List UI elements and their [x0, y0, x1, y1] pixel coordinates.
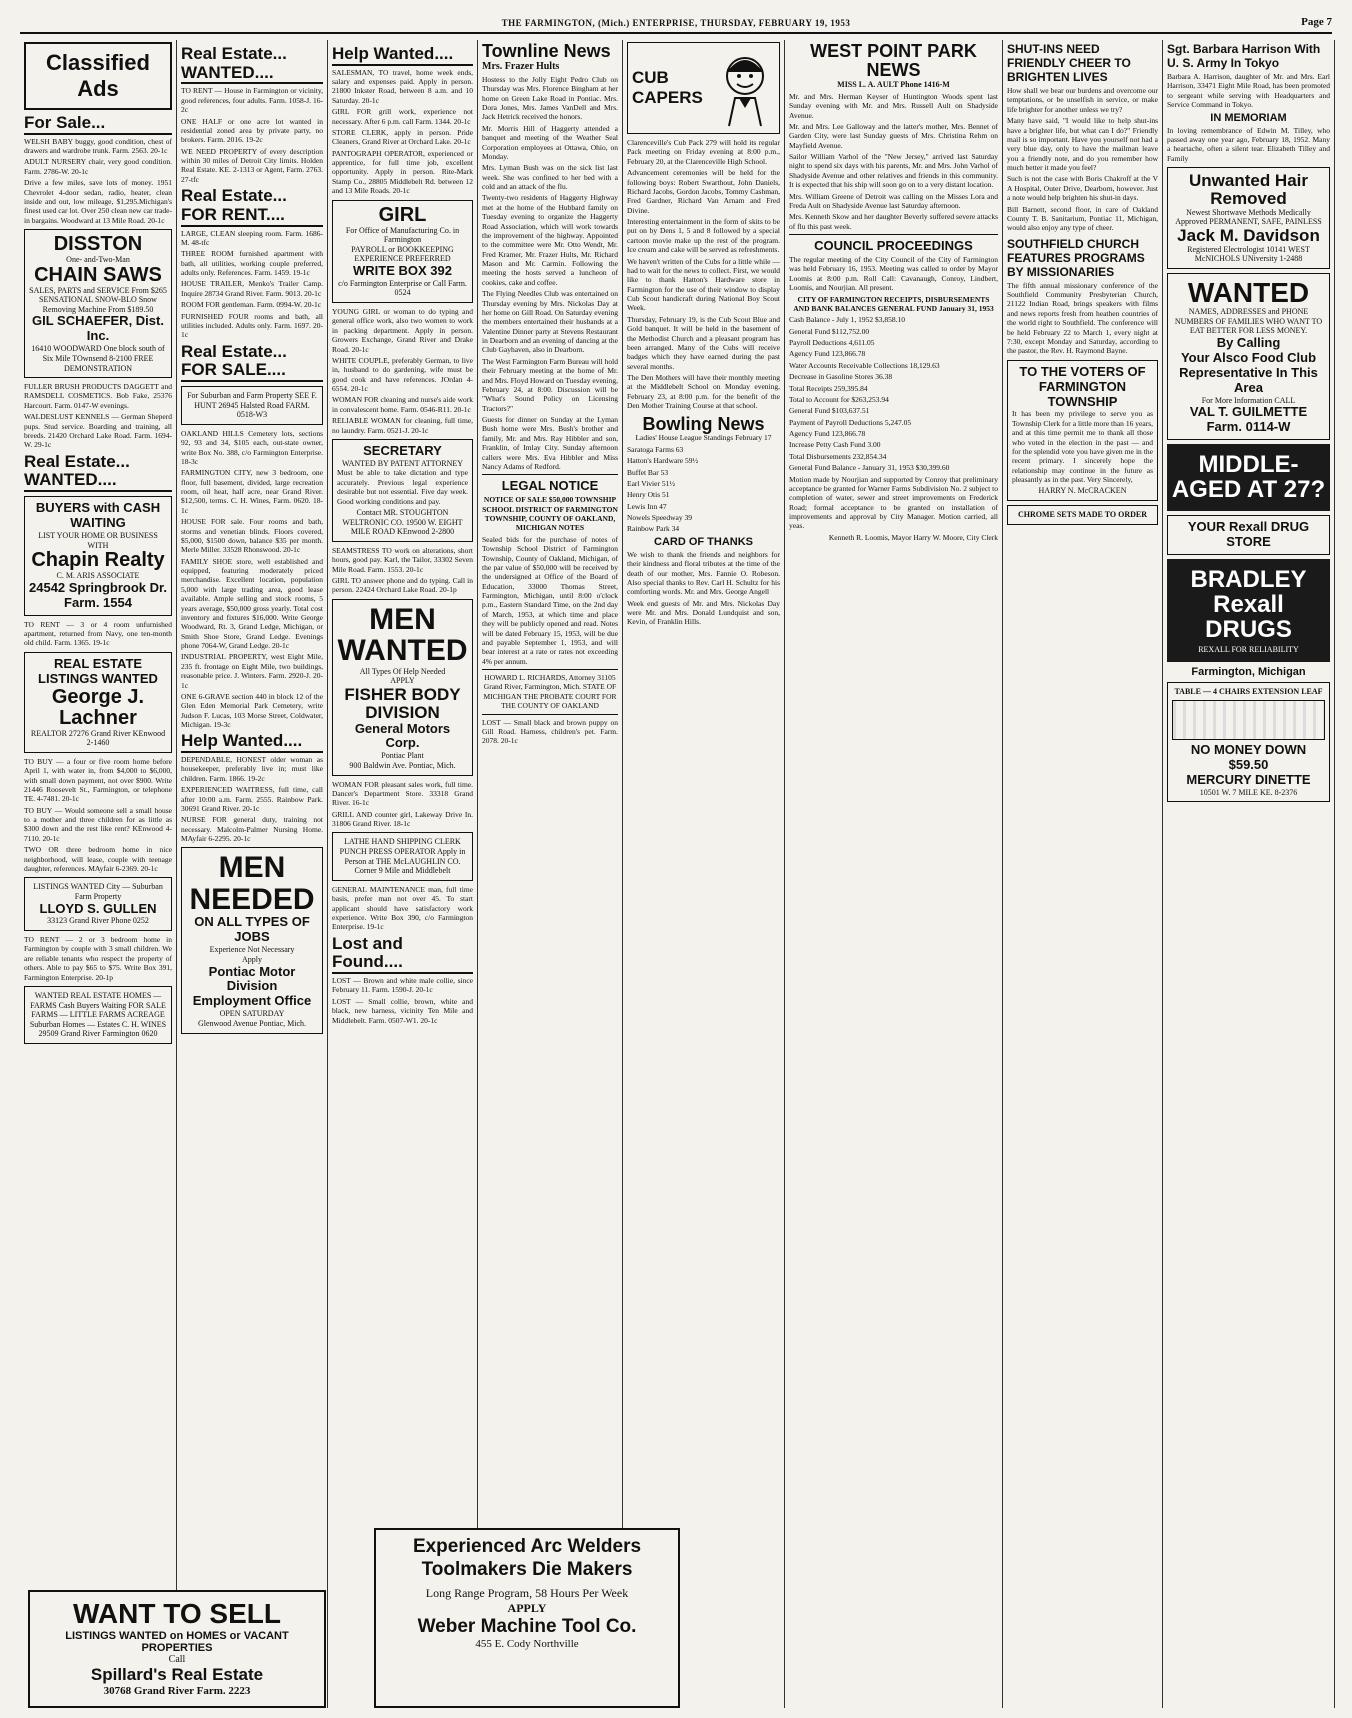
wanted-title: WANTED [1187, 276, 1310, 308]
your-rexall: YOUR Rexall DRUG STORE [1187, 518, 1310, 549]
receipts-heading: CITY OF FARMINGTON RECEIPTS, DISBURSEMENTS AND BANK BALANCES GENERAL FUND January 31, 1953 [793, 294, 994, 313]
ad-text: WE NEED PROPERTY of every description within 30 miles of Detroit City limits. Holden Real Estate. KE. 2-1313 or Agent, Farm. 2763. 27-tfc [181, 146, 323, 184]
ad-text: TO RENT — House in Farmington or vicinity, good references, four adults. Farm. 1058-J. 16-2c [181, 86, 323, 115]
council-body: The regular meeting of the City Council of the City of Farmington was held February 16, 1953. Meeting was called to order by Mayor Loomis at 8:00 p.m. Roll Call: Cavanaugh, Conroy, Lindbert, Loomis, and Nourjian. All present. [789, 255, 998, 293]
masthead [20, 14, 1332, 34]
article-paragraph: Mr. and Mrs. Herman Keyser of Huntington Woods spent last Sunday evening with Mr. and Mrs. Russell Ault on Shadyside Avenue. [789, 91, 998, 120]
classified-ads-banner: Classified Ads [24, 42, 172, 110]
mercury-dinette: MERCURY DINETTE [1186, 771, 1311, 787]
west-point-byline: MISS L. A. AULT Phone 1416-M [837, 79, 950, 89]
real-estate-sale-heading: Real Estate... FOR SALE.... [181, 343, 323, 382]
receipts-row: Decrease in Gasoline Stores 36.38 [789, 372, 893, 382]
welders-list: Experienced Arc Welders Toolmakers Die Makers [412, 1536, 642, 1580]
unwanted-hair: Unwanted Hair Removed [1188, 171, 1309, 208]
listings-wanted: REAL ESTATE LISTINGS WANTED [38, 655, 158, 686]
apply-label: Apply [242, 954, 262, 964]
receipts-row: Total Disbursements 232,854.34 [789, 451, 887, 461]
disston-title: DISSTON [53, 233, 143, 256]
gullen-name: LLOYD S. GULLEN [39, 900, 157, 916]
chrome-sets: CHROME SETS MADE TO ORDER [1017, 510, 1148, 520]
wines-text: WANTED REAL ESTATE HOMES — FARMS Cash Buyers Waiting FOR SALE FARMS — LITTLE FARMS ACREAGE Suburban Homes — Estates C. H. WINES 29509 Grand River Farmington 0620 [29, 990, 167, 1039]
ad-text: TO BUY — Would someone sell a small house to a mother and three children for as little as $300 down and the rest like rent? KEnwood 4-7110. 20-1c [24, 805, 172, 843]
girl-sub: For Office of Manufacturing Co. in Farmington [345, 225, 460, 245]
ad-text: LOST — Small collie, brown, white and black, new harness, vicinity Ten Mile and Middlebelt. Farm. 0507-W1. 20-1c [332, 996, 473, 1025]
voters-body: It has been my privilege to serve you as Township Clerk for a little more than 16 years, and at this time permit me to thank all those who voted in the election in the past — and for the splendid vote you have given me in the recent primary. I sincerely hope the relationship may continue in the future as pleasantly as in the past. Very Sincerely, [1012, 409, 1153, 485]
secretary-sub: WANTED BY PATENT ATTORNEY [341, 458, 464, 468]
receipts-row: Increase Petty Cash Fund 3.00 [789, 440, 881, 450]
article-paragraph: Twenty-two residents of Haggerty Highway met at the home of the Hubbard family on Tuesday evening to organize the Haggerty Road Association, which will work towards the improvement of the highway. Appointed to the committee were Mr. Otto Wendt, Mr. Fred Kramer, Mr. Frazer Hults, Mr. Richard Mason and Mr. Carmin. Following the meeting the hosts served a luncheon of cookies, cake and coffee. [482, 193, 618, 287]
voters-notice [1007, 360, 1158, 501]
bowling-team: Hatton's Hardware 59½ [627, 456, 699, 466]
article-paragraph: The West Farmington Farm Bureau will hold their February meeting at the home of Mr. and Mrs. Floyd Howard on Tuesday evening, February 24, at 8:00. Discussion will be "What's Sound Policy on Licensing Tractors?" [482, 356, 618, 413]
fisher-body-ad [332, 599, 473, 776]
rexall-ad [1167, 515, 1330, 555]
motion-text: Motion made by Nourjian and supported by Conroy that preliminary acceptance be granted for Warner Farms Subdivision No. 2 subject to completion of water, sewer and street improvements on Frederick Road; formal acceptance to be granted on installation of improvements and approval by City Manager. Motion carried, all yeas. [789, 474, 998, 531]
article-paragraph: Mr. and Mrs. Lee Galloway and the latter's mother, Mrs. Bennet of Garden City, were last Sunday guests of Mrs. Christina Rehm on Mayfield Avenue. [789, 121, 998, 150]
receipts-row: Total to Account for $263,253.94 [789, 394, 889, 404]
ad-text: THREE ROOM furnished apartment with bath, all utilities, working couple preferred, adults only. References. Farm. 1459. 19-1c [181, 249, 323, 277]
listings-wanted: LISTINGS WANTED on HOMES or VACANT PROPERTIES [65, 1630, 289, 1654]
mccracken-name: HARRY N. McCRACKEN [1038, 486, 1127, 496]
bradley-rexall-ad [1167, 559, 1330, 663]
article-paragraph: Mrs. Kenneth Skow and her daughter Beverly suffered severe attacks of flu this past week. [789, 212, 998, 231]
column-classifieds-2 [177, 40, 328, 1708]
article-paragraph: Sailor William Varhol of the "New Jersey," arrived last Saturday night to spend six days with his parents, Mr. and Mrs. John Varhol of Shadyside Avenue and other relatives and friends in this community. It is expected that his ship will soon go on to a very distant location. [789, 152, 998, 190]
pontiac-office: Pontiac Motor Division Employment Office [192, 963, 312, 1009]
column-west-point-park [785, 40, 1003, 1708]
article-paragraph: Barbara A. Harrison, daughter of Mr. and Mrs. Earl Harrison, 33471 Eight Mile Road, has been promoted to sergeant while serving with Headquarters and Service Command in Tokyo. [1167, 72, 1330, 110]
apply-label: APPLY [390, 676, 415, 686]
article-paragraph: Guests for dinner on Sunday at the Lyman Bush home were Mrs. Bush's brother and family, Mr. and Mrs. Ray Hibbler and son, Franklin, of Imlay City. Sunday afternoon callers were Mrs. Eva Hibbler and Miss Nancy Adams of Redford. [482, 415, 618, 471]
lachner-ad [24, 652, 172, 753]
buyers-cash: BUYERS with CASH WAITING [35, 500, 161, 531]
west-point-title: WEST POINT PARK NEWS [810, 41, 977, 80]
weber-name: Weber Machine Tool Co. [417, 1615, 637, 1637]
article-paragraph: Thursday, February 19, is the Cub Scout Blue and Gold banquet. It will be held in the basement of the Methodist Church and a pleasant program has been arranged. Many of the Cubs will receive badges which they have earned during the past several months. [627, 314, 780, 371]
farmington-michigan: Farmington, Michigan [1191, 666, 1306, 679]
weber-ad [374, 1528, 680, 1708]
ad-text: TWO OR three bedroom home in nice neighborhood, will lease, couple with teenage daughter, references. MAyfair 6-2369. 20-1c [24, 845, 172, 873]
buyers-sub: LIST YOUR HOME OR BUSINESS WITH [38, 530, 158, 550]
article-paragraph: Such is not the case with Boris Chakroff at the V A Hospital, Outer Drive, Dearborn, however. Just a note would help brighten his shut-in days. [1007, 174, 1158, 203]
men-wanted: MEN WANTED [337, 602, 468, 668]
bowling-team: Lewis Inn 47 [627, 501, 667, 511]
bowling-team: Buffet Bar 53 [627, 467, 669, 477]
ad-text: SALESMAN, TO travel, home week ends, salary and expenses paid. Apply in person. 21800 Inkster Road, between 8 a.m. and 10 Saturday. 20-1c [332, 67, 473, 105]
ad-text: ADULT NURSERY chair, very good condition. Farm. 2786-W. 20-1c [24, 157, 172, 176]
townline-byline: Mrs. Frazer Hults [482, 60, 560, 72]
apply-label: APPLY [507, 1600, 547, 1615]
men-needed: MEN NEEDED [189, 851, 315, 916]
davidson-sub: Registered Electrologist 10141 WEST McNICHOLS UNiversity 1-2488 [1187, 244, 1310, 264]
lathe-text: LATHE HAND SHIPPING CLERK PUNCH PRESS OPERATOR Apply in Person at THE McLAUGHLIN CO. Corner 9 Mile and Middlebelt [339, 837, 466, 876]
write-box: WRITE BOX 392 [353, 262, 452, 278]
divider [482, 474, 618, 475]
divider [482, 669, 618, 670]
article-paragraph: We haven't written of the Cubs for a little while — had to wait for the news to collect. First, we would like to thank Hatton's Hardware store in Farmington for the use of their window to display Cub Scout handicraft during National Boy Scout Week. [627, 256, 780, 313]
open-saturday: OPEN SATURDAY [219, 1009, 285, 1019]
spillard-address: 30768 Grand River Farm. 2223 [103, 1685, 251, 1697]
memoriam-body: In loving remembrance of Edwin M. Tilley, who passed away one year ago, February 18, 1952. Many a heartache, often a silent tear. Elizabeth Tilley and Family [1167, 125, 1330, 163]
baldwin-address: 900 Baldwin Ave. Pontiac, Mich. [349, 760, 456, 770]
ad-text: FARMINGTON CITY, new 3 bedroom, one floor, full basement, divided, large recreation room, oil heat, half acre, near Grand River. $12,500, terms. C. H. Wines, Farm. 0620. 18-1c [181, 468, 323, 515]
receipts-row: General Fund Balance - January 31, 1953 $30,399.60 [789, 463, 950, 473]
ad-text: SEAMSTRESS TO work on alterations, short hours, good pay. Karl, the Tailor, 33302 Seven Mile Road. Farm. 1553. 20-1c [332, 545, 473, 574]
ad-text: LOST — Brown and white male collie, since February 11. Farm. 1590-J. 20-1c [332, 976, 473, 995]
masthead-title: THE FARMINGTON, (Mich.) ENTERPRISE, THURSDAY, FEBRUARY 19, 1953 [501, 18, 851, 28]
ad-text: WELSH BABY buggy, good condition, chest of drawers and wardrobe trunk. Farm. 2563. 20-1c [24, 136, 172, 156]
ad-text: LARGE, CLEAN sleeping room. Farm. 1686-M. 48-tfc [181, 228, 323, 247]
dinette-heading: TABLE — 4 CHAIRS EXTENSION LEAF [1174, 687, 1323, 697]
gil-schaefer: GIL SCHAEFER, Dist. Inc. [32, 313, 164, 344]
card-of-thanks-body: We wish to thank the friends and neighbors for their kindness and floral tributes at the time of the death of our mother, Mrs. Fannie O. Robeson. Also special thanks to Rev. Carl H. Schultz for his comforting words. Mr. and Mrs. George Angell [627, 549, 780, 597]
legal-notice-heading: LEGAL NOTICE [501, 478, 599, 494]
real-estate-wanted-heading: Real Estate... WANTED.... [24, 453, 172, 492]
gullen-heading: LISTINGS WANTED City — Suburban Farm Property [33, 882, 163, 901]
fisher-body: FISHER BODY DIVISION [344, 684, 461, 722]
probate-notice: HOWARD L. RICHARDS, Attorney 31105 Grand River, Farmington, Mich. STATE OF MICHIGAN THE PROBATE COURT FOR THE COUNTY OF OAKLAND [483, 673, 617, 711]
southfield-title: SOUTHFIELD CHURCH FEATURES PROGRAMS BY MISSIONARIES [1007, 236, 1145, 279]
receipts-row: General Fund $103,637.51 [789, 406, 870, 416]
ad-text: GENERAL MAINTENANCE man, full time basis, prefer man not over 45. To start applicant should have satisfactory work experience. Write Box 390, c/o Farmington Enterprise. 19-1c [332, 884, 473, 932]
article-paragraph: Hostess to the Jolly Eight Pedro Club on Thursday was Mrs. Florence Bingham at her home on Green Lake Road in Pontiac. Mrs. Dora Jones, Mrs. James VanDell and Mrs. Jack Hetrick received the honors. [482, 74, 618, 122]
ad-text: WOMAN FOR cleaning and nurse's aide work in convalescent home. Farm. 0546-R11. 20-1c [332, 395, 473, 414]
column-townline-news [478, 40, 623, 1708]
mercury-address: 10501 W. 7 MILE KE. 8-2376 [1199, 787, 1298, 797]
bowling-team: Earl Vivier 51½ [627, 478, 675, 488]
hunt-text: For Suburban and Farm Property SEE F. HUNT 26945 Halsted Road FARM. 0518-W3 [187, 391, 317, 420]
wanted-sub: NAMES, ADDRESSES and PHONE NUMBERS OF FAMILIES WHO WANT TO EAT BETTER FOR LESS MONEY. [1174, 307, 1323, 336]
lachner-sub: REALTOR 27276 Grand River KEnwood 2-1460 [30, 728, 166, 748]
receipts-row: Agency Fund 123,866.78 [789, 429, 866, 439]
want-to-sell: WANT TO SELL [73, 1598, 281, 1629]
column-shut-ins [1003, 40, 1163, 1708]
article-paragraph: Mrs. Lyman Bush was on the sick list last week. She was confined to her bed with a cold and an attack of the flu. [482, 163, 618, 192]
bowling-team: Nowels Speedway 39 [627, 513, 692, 523]
article-paragraph: Bill Barnett, second floor, in care of Oakland County T. B. Sanitarium, Pontiac 11, Michigan, would also enjoy any type of cheer. [1007, 204, 1158, 233]
gullen-address: 33123 Grand River Phone 0252 [47, 916, 149, 926]
article-paragraph: The Flying Needles Club was entertained on Thursday evening by Mrs. Nickolas Day at her home on Gill Road. On Saturday evening the members entertained their husbands at a Valentine Dinner party at Stevens Restaurant in Dearborn and an evening of dancing at the Club Gayhaven, also in Dearborn. [482, 289, 618, 355]
shut-ins-title: SHUT-INS NEED FRIENDLY CHEER TO BRIGHTEN LIVES [1007, 42, 1131, 84]
townline-title: Townline News [482, 41, 611, 61]
article-paragraph: Advancement ceremonies will be held for the following boys: Robert Swarthout, John Daniels, Richard Jacobs, Gordon Jacobs, Tommy Cashman, Fred Gardner, Richard Van Arnam and Fred Divine. [627, 168, 780, 215]
voters-title: TO THE VOTERS OF FARMINGTON TOWNSHIP [1019, 363, 1146, 409]
wines-ad [24, 986, 172, 1044]
ad-text: GIRL TO answer phone and do typing. Call in person. 22424 Orchard Lake Road. 20-1p [332, 575, 473, 595]
disston-subtitle: One- and-Two-Man [66, 255, 130, 265]
gullen-ad [24, 877, 172, 931]
article-paragraph: Clarenceville's Cub Pack 279 will hold its regular Pack meeting on Friday evening at 8:00 p.m., February 20, at the Clarenceville High School. [627, 138, 780, 166]
real-estate-wanted-heading: Real Estate... WANTED.... [181, 45, 323, 84]
pontiac-motor-ad [181, 847, 323, 1033]
ad-text: PANTOGRAPH OPERATOR, experienced or apprentice, for full time job, excellent opportunity. Apply in person. Rite-Mark Stamp Co., 28805 Middlebelt Rd. between 12 and 13 Mile Roads. 20-1c [332, 148, 473, 196]
mclaughlin-ad [332, 832, 473, 880]
spillard-name: Spillard's Real Estate [90, 1665, 264, 1684]
article-paragraph: Many have said, "I would like to help shut-ins have a brighter life, but what can I do?" Friendly mail is so important. Have you yourself not had a very blue day, only to have the mailman leave you a friendly note, and do you remember how much better it made you feel? [1007, 116, 1158, 172]
ad-text: LOST — Small black and brown puppy on Gill Road. Harness, children's pet. Farm. 2078. 20-1c [482, 717, 618, 746]
ad-text: NURSE FOR general duty, training not necessary. Malcolm-Palmer Nursing Home. MAyfair 6-2295. 20-1c [181, 815, 323, 844]
ad-text: WOMAN FOR pleasant sales work, full time. Dancer's Department Store. 33318 Grand River. 16-1c [332, 779, 473, 808]
snow-blo: SENSATIONAL SNOW-BLO Snow Removing Machine From $189.50 [39, 295, 157, 314]
spillard-ad [28, 1590, 326, 1708]
secretary-title: SECRETARY [363, 442, 442, 458]
ad-text: GRILL AND counter girl, Lakeway Drive In. 31806 Grand River. 18-1c [332, 809, 473, 829]
ad-text: STORE CLERK, apply in person. Pride Cleaners, Grand River at Orchard Lake. 20-1c [332, 127, 473, 147]
receipts-row: Total Receipts 259,395.84 [789, 383, 868, 393]
league-standings: Ladies' House League Standings February 17 [635, 433, 772, 443]
mercury-dinette-ad [1167, 682, 1330, 802]
divider [482, 714, 618, 715]
article-paragraph: The Den Mothers will have their monthly meeting at the Middlebelt School on Monday evening, February 23, at 8:00 p.m. for the benefit of the Den Mother Training Course at that school. [627, 373, 780, 411]
legal-notice-body: Sealed bids for the purchase of notes of Township School District of Farmington Township, County of Oakland, Michigan, of the par value of $50,000 will be received by the undersigned at Office of the Board of Education, 33000 Thomas Street, Farmington, Michigan, until 8:00 o'clock p.m., Eastern Standard Time, on the 2nd day of March, 1953, at which time and place they will be publicly opened and read. Notes will be dated February 15, 1953, will be due and payable September 1, 1953, and will bear interest at a rate or rates not exceeding 4% per annum. [482, 534, 618, 666]
ad-text: INDUSTRIAL PROPERTY, west Eight Mile, 235 ft. frontage on Eight Mile, two buildings, reasonable price. J. Winters. Farm. 2920-J. 20-1c [181, 652, 323, 690]
ad-text: OAKLAND HILLS Cemetery lots, sections 92, 93 and 34, $105 each, out-state owner, write Box No. 388, c/o Farmington Enterprise. 18-3c [181, 428, 323, 466]
hunt-ad [181, 386, 323, 425]
guilmette: VAL T. GUILMETTE Farm. 0114-W [1189, 404, 1308, 435]
weber-address: 455 E. Cody Northville [475, 1637, 579, 1650]
stoughton-contact: Contact MR. STOUGHTON WELTRONIC CO. 19500 W. EIGHT MILE ROAD KEnwood 2-2800 [342, 507, 463, 537]
help-wanted-heading: Help Wanted.... [332, 45, 473, 66]
ad-text: ROOM FOR gentleman. Farm. 0994-W. 20-1c [181, 300, 322, 310]
disston-ad [24, 229, 172, 378]
pontiac-plant: Pontiac Plant [381, 751, 424, 761]
middle-aged-ad [1167, 444, 1330, 510]
middle-aged-title: MIDDLE-AGED AT 27? [1171, 451, 1326, 504]
payroll: PAYROLL or BOOKKEEPING EXPERIENCE PREFERRED [351, 244, 454, 264]
ad-text: DEPENDABLE, HONEST older woman as housekeeper, preferably live in; must like children. Farm. 1866. 19-2c [181, 755, 323, 783]
receipts-row: General Fund $112,752.00 [789, 326, 870, 336]
signatures: Kenneth R. Loomis, Mayor Harry W. Moore, City Clerk [828, 532, 998, 542]
ad-text: EXPERIENCED WAITRESS, full time, call after 10:00 a.m. Farm. 2555. Rainbow Park. 30691 Grand River. 20-1c [181, 785, 323, 813]
cub-capers-header [627, 42, 780, 134]
alsco-rep: Your Alsco Food Club Representative In This Area [1179, 350, 1318, 395]
column-cub-capers [623, 40, 785, 1708]
davidson-ad [1167, 167, 1330, 269]
column-classifieds-3 [328, 40, 478, 1708]
ad-text: YOUNG GIRL or woman to do typing and general office work, also two women to work in packing department. Apply in person. Growers Exchange, Grand River and Drake Road. 20-1c [332, 307, 473, 354]
box-sub: c/o Farmington Enterprise or Call Farm. 0524 [338, 278, 467, 298]
ad-text: WALDESLUST KENNELS — German Sheperd pups. Stud service. Boarding and training, all breeds. 21420 Orchard Lake Road. Farm. 1694-W. 29-1c [24, 412, 172, 450]
by-calling: By Calling [1216, 335, 1281, 351]
legal-notice-sub: NOTICE OF SALE $50,000 TOWNSHIP SCHOOL DISTRICT OF FARMINGTON TOWNSHIP, COUNTY OF OAKLAND, MICHIGAN NOTES [482, 495, 618, 533]
chapin-realty: Chapin Realty [31, 549, 165, 572]
gil-address: 16410 WOODWARD One block south of Six Mile TOwnsend 8-2100 FREE DEMONSTRATION [31, 344, 165, 373]
dinette-set-illustration [1172, 700, 1325, 740]
chain-saws-title: CHAIN SAWS [34, 263, 162, 286]
receipts-row: Agency Fund 123,866.78 [789, 349, 866, 359]
page-number: Page 7 [1301, 16, 1332, 28]
glenwood-address: Glenwood Avenue Pontiac, Mich. [197, 1018, 307, 1028]
harrison-title: Sgt. Barbara Harrison With U. S. Army In Tokyo [1167, 42, 1321, 70]
help-wanted-heading: Help Wanted.... [181, 732, 323, 753]
real-estate-rent-heading: Real Estate... FOR RENT.... [181, 187, 323, 226]
all-types-jobs: ON ALL TYPES OF JOBS [194, 914, 310, 945]
ad-text: FAMILY SHOE store, well established and equipped, featuring moderately priced merchandise. Excellent location, population 5,000 with large trading area, good lease available. Ample selling and stock rooms, 5 years average, $50,000 gross yearly. Total cost inventory and fixtures $16,000. Write George Woodward, Rt. 3, Grand Ledge, Michigan, or Smith Shoe Store, Grand Ledge. Evenings phone 7064-W, Grand Ledge. 20-1c [181, 556, 323, 651]
ad-text: TO RENT — 2 or 3 bedroom home in Farmington by couple with 3 small children. We are reliable tenants who respect the property of others. Able to pay $65 to $75. Write Box 391, Farmington Enterprise. 20-1p [24, 935, 172, 982]
disston-sales: SALES, PARTS and SERVICE From $265 [29, 285, 167, 295]
for-sale-heading: For Sale... [24, 114, 172, 135]
ad-text: FULLER BRUSH PRODUCTS DAGGETT and RAMSDELL COSMETICS. Bob Fake, 25376 Harcourt. Farm. 0147-W evenings. [24, 382, 172, 410]
article-paragraph: Mrs. William Greene of Detroit was calling on the Misses Lora and Freda Ault on Shadyside Avenue last Saturday afternoon. [789, 191, 998, 210]
girl-title: GIRL [378, 203, 427, 226]
chapin-realty-ad [24, 496, 172, 616]
ad-text: TO BUY — a four or five room home before April 1, with water in, from $4,000 to $6,000, with small down payment, not over $900. Write 21446 Roosevelt St., Farmington, or telephone TE. 4-7481. 20-1c [24, 756, 172, 804]
receipts-row: Payment of Payroll Deductions 5,247.05 [789, 417, 912, 427]
program-label: Long Range Program, 58 Hours Per Week [425, 1585, 629, 1600]
bradley-title: BRADLEY Rexall DRUGS [1190, 565, 1307, 643]
column-classifieds-1 [20, 40, 177, 1708]
general-motors: General Motors Corp. [354, 720, 451, 751]
receipts-row: Water Accounts Receivable Collections 18,129.63 [789, 360, 940, 370]
bowling-team: Saratoga Farms 63 [627, 444, 684, 454]
chrome-sets-ad [1007, 505, 1158, 525]
cub-scout-drawing-icon [715, 48, 775, 128]
secretary-ad [332, 439, 473, 542]
alsco-ad [1167, 273, 1330, 440]
bowling-team: Rainbow Park 34 [627, 524, 680, 534]
ad-text: Drive a few miles, save lots of money. 1951 Chevrolet 4-door sedan, radio, heater, clean inside and out, low mileage, $1,295.Michigan's finest used car lot. Over 250 clean new car trade-in bargains. Woodward at 13 Mile Road. 20-1c [24, 178, 172, 225]
ad-text: TO RENT — 3 or 4 room unfurnished apartment, returned from Navy, one ten-month old child. Farm. 1365. 19-1c [24, 619, 172, 648]
davidson-name: Jack M. Davidson [1177, 225, 1320, 245]
memoriam-heading: IN MEMORIAM [1210, 111, 1287, 124]
chapin-address: 24542 Springbrook Dr. Farm. 1554 [29, 579, 167, 610]
receipts-row: Payroll Deductions 4,611.05 [789, 338, 875, 348]
article-paragraph: Interesting entertainment in the form of skits to be put on by Dens 1, 5 and 8 followed by a special cartoon movie make up the rest of the program. Ice cream and cake will be served as refreshments. [627, 217, 780, 255]
lost-found-heading: Lost and Found.... [332, 935, 473, 974]
secretary-body: Must be able to take dictation and type accurately. Previous legal experience desirable but not essential. Five day week. Good working conditions and pay. [337, 468, 468, 506]
experience-note: Experience Not Necessary [209, 945, 295, 955]
ad-text: WHITE COUPLE, preferably German, to live in, husband to do gardening, wife must be good cook and have references. JOrdan 4-6554. 20-1c [332, 355, 473, 394]
ad-text: HOUSE FOR sale. Four rooms and bath, storms and venetian blinds. Floors covered, $5,000, $1500 down, balance $35 per month. Merle Miller. 33528 Rhonswood. 20-1c [181, 517, 323, 555]
receipts-row: Cash Balance - July 1, 1952 $3,858.10 [789, 315, 906, 325]
column-right [1163, 40, 1335, 1708]
lachner-name: George J. Lachner [51, 685, 145, 729]
bowling-news-title: Bowling News [642, 413, 765, 434]
ad-text: HOUSE TRAILER, Menko's Trailer Camp. Inquire 28734 Grand River. Farm. 9013. 20-1c [181, 279, 323, 298]
ad-text: GIRL FOR grill work, experience not necessary. After 6 p.m. call Farm. 1344. 20-1c [332, 107, 473, 126]
girl-office-ad [332, 200, 473, 304]
card-of-thanks-heading: CARD OF THANKS [654, 535, 753, 548]
dinette-price: NO MONEY DOWN $59.50 [1190, 741, 1307, 772]
reliability: REXALL FOR RELIABILITY [1198, 645, 1299, 655]
unwanted-sub: Newest Shortwave Methods Medically Approved PERMANENT, SAFE, PAINLESS [1175, 207, 1322, 227]
article-paragraph: How shall we bear our burdens and overcome our temptations, or be unselfish in service, or make life brighter for another unless we try? [1007, 86, 1158, 114]
ad-text: RELIABLE WOMAN for cleaning, full time, no laundry. Farm. 0521-J. 20-1c [332, 416, 473, 435]
article-paragraph: The fifth annual missionary conference of the Southfield Community Presbyterian Church, 21122 Indian Road, brings speakers with films and news reports fresh from heathen countries of the world right to Southfield. The conference will be held February 22 to March 1, every night at 7:30, except Monday and Saturday, according to the pastor, the Rev. H. Raymond Bayne. [1007, 280, 1158, 356]
cub-capers-title: CUB CAPERS [632, 67, 703, 107]
divider [789, 234, 998, 235]
chapin-associate: C. M. ARIS ASSOCIATE [56, 571, 140, 581]
ad-text: ONE 6-GRAVE section 440 in block 12 of the Glen Eden Memorial Park Cemetery, write Judson F. Lucas, 103 Morse Street, Coldwater, Michigan. 19-3c [181, 691, 323, 730]
ad-text: FURNISHED FOUR rooms and bath, all utilities included. Adults only. Farm. 1697. 20-1c [181, 311, 323, 340]
ad-text: ONE HALF or one acre lot wanted in residential zoned area by private party, no brokers. Farm. 2016. 19-2c [181, 116, 323, 145]
council-heading: COUNCIL PROCEEDINGS [814, 238, 973, 254]
bowling-team: Henry Otis 51 [627, 490, 670, 500]
all-types-help: All Types Of Help Needed [359, 666, 446, 676]
more-info: For More Information CALL [1201, 395, 1296, 405]
article-paragraph: Week end guests of Mr. and Mrs. Nickolas Day were Mr. and Mrs. Donald Lundquist and son, Kevin, of Franklin Hills. [627, 598, 780, 627]
article-paragraph: Mr. Morris Hill of Haggerty attended a banquet and meeting of the Weather Seal Corporation employees at Ottawa, Ohio, on Monday. [482, 123, 618, 161]
call-label: Call [168, 1654, 186, 1665]
